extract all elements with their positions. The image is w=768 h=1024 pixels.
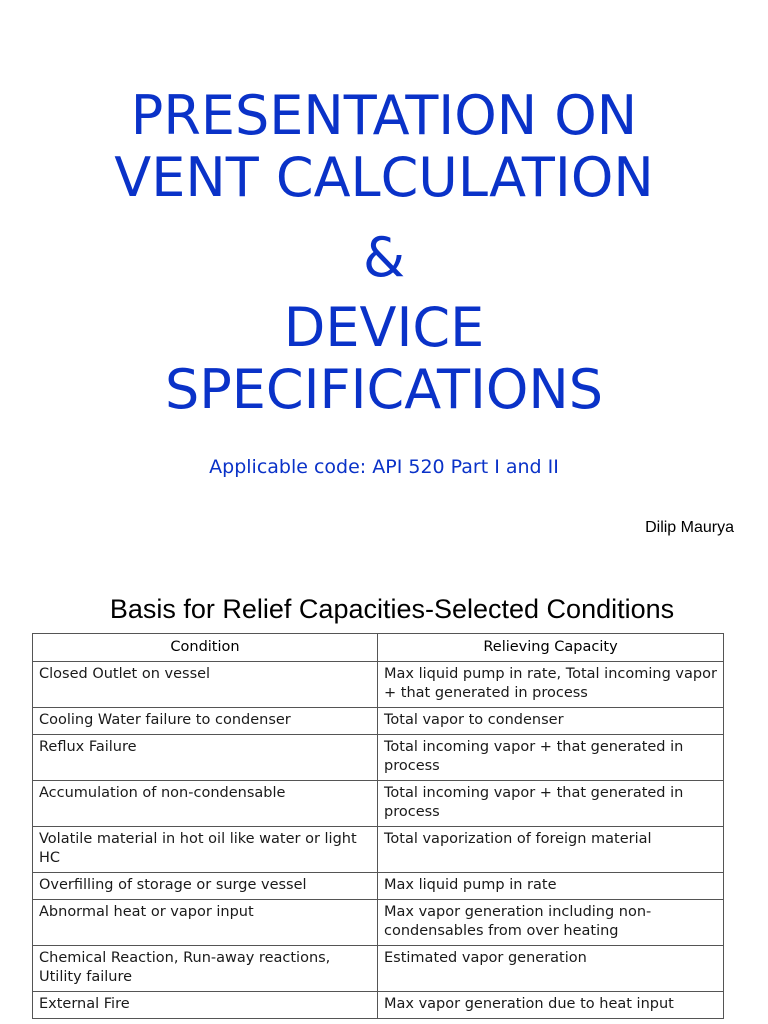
capacity-cell: Estimated vapor generation [378, 946, 724, 992]
condition-cell: External Fire [33, 992, 378, 1019]
capacity-cell: Total vapor to condenser [378, 708, 724, 735]
title-line-3: & [362, 226, 406, 289]
subtitle: Applicable code: API 520 Part I and II [209, 456, 559, 478]
table-row [33, 873, 724, 900]
table-row [33, 900, 724, 946]
capacity-cell: Total incoming vapor + that generated in process [378, 735, 724, 781]
capacity-cell: Total incoming vapor + that generated in process [378, 781, 724, 827]
condition-cell: Cooling Water failure to condenser [33, 708, 378, 735]
capacity-cell: Total vaporization of foreign material [378, 827, 724, 873]
table-row [33, 708, 724, 735]
condition-cell: Reflux Failure [33, 735, 378, 781]
condition-cell: Abnormal heat or vapor input [33, 900, 378, 946]
capacity-cell: Max liquid pump in rate, Total incoming vapor + that generated in process [378, 662, 724, 708]
title-line-2: VENT CALCULATION [114, 146, 654, 209]
condition-cell: Closed Outlet on vessel [33, 662, 378, 708]
table-row [33, 781, 724, 827]
column-header-condition: Condition [33, 634, 378, 662]
table-header-row [33, 634, 724, 662]
slide-title: Basis for Relief Capacities-Selected Conditions [109, 594, 675, 624]
title-line-4: DEVICE [283, 296, 485, 359]
table-slide [0, 576, 768, 1024]
column-header-relieving-capacity: Relieving Capacity [378, 634, 724, 662]
title-line-5: SPECIFICATIONS [164, 358, 604, 421]
condition-cell: Chemical Reaction, Run-away reactions, Utility failure [33, 946, 378, 992]
capacity-cell: Max vapor generation due to heat input [378, 992, 724, 1019]
table-row [33, 662, 724, 708]
table-row [33, 735, 724, 781]
condition-cell: Accumulation of non-condensable [33, 781, 378, 827]
table-row [33, 946, 724, 992]
capacity-cell: Max vapor generation including non-condensables from over heating [378, 900, 724, 946]
capacity-cell: Max liquid pump in rate [378, 873, 724, 900]
table-row [33, 827, 724, 873]
condition-cell: Volatile material in hot oil like water or light HC [33, 827, 378, 873]
author-name: Dilip Maurya [645, 519, 734, 536]
condition-cell: Overfilling of storage or surge vessel [33, 873, 378, 900]
title-line-1: PRESENTATION ON [130, 84, 638, 147]
relief-capacity-table [32, 633, 724, 1019]
table-row [33, 992, 724, 1019]
